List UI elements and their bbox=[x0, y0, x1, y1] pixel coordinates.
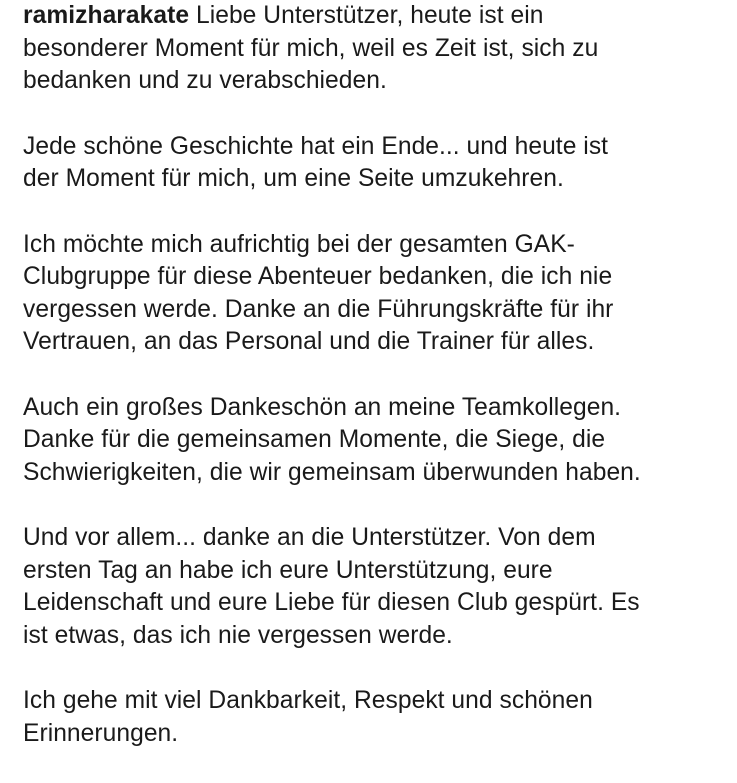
caption-line: besonderer Moment für mich, weil es Zeit ist, sich zu bbox=[23, 34, 599, 62]
caption-line: Erinnerungen. bbox=[23, 719, 179, 747]
caption-line: der Moment für mich, um eine Seite umzukehren. bbox=[23, 165, 564, 192]
caption-line: Clubgruppe für diese Abenteuer bedanken, die ich nie bbox=[23, 263, 613, 290]
caption-line: bedanken und zu verabschieden. bbox=[23, 67, 387, 94]
caption-paragraph bbox=[23, 522, 723, 652]
caption-line: Danke für die gemeinsamen Momente, die Siege, die bbox=[23, 426, 606, 453]
caption-line: Schwierigkeiten, die wir gemeinsam überwunden haben. bbox=[23, 458, 641, 486]
caption-line bbox=[23, 0, 723, 33]
caption-line: Jede schöne Geschichte hat ein Ende... und heute ist bbox=[23, 132, 609, 160]
caption-paragraph bbox=[23, 131, 723, 196]
caption-paragraph bbox=[23, 685, 723, 750]
caption-line: Ich möchte mich aufrichtig bei der gesamten GAK- bbox=[23, 230, 575, 258]
caption-line: Auch ein großes Dankeschön an meine Teamkollegen. bbox=[23, 393, 622, 421]
caption-line: ersten Tag an habe ich eure Unterstützung, eure bbox=[23, 556, 553, 584]
caption-text: Liebe Unterstützer, heute ist ein bbox=[195, 2, 544, 29]
caption-line: Vertrauen, an das Personal und die Trainer für alles. bbox=[23, 328, 595, 355]
post-caption bbox=[23, 0, 723, 783]
caption-line: vergessen werde. Danke an die Führungskräfte für ihr bbox=[23, 295, 614, 323]
caption-line: Leidenschaft und eure Liebe für diesen Club gespürt. Es bbox=[23, 589, 640, 616]
caption-line: ist etwas, das ich nie vergessen werde. bbox=[23, 621, 453, 649]
caption-line: Ich gehe mit viel Dankbarkeit, Respekt und schönen bbox=[23, 687, 593, 714]
caption-paragraph bbox=[23, 0, 723, 98]
caption-line: Und vor allem... danke an die Unterstützer. Von dem bbox=[23, 524, 596, 551]
caption-paragraph bbox=[23, 392, 723, 490]
caption-paragraph bbox=[23, 229, 723, 359]
username-link[interactable]: ramizharakate bbox=[23, 2, 190, 29]
